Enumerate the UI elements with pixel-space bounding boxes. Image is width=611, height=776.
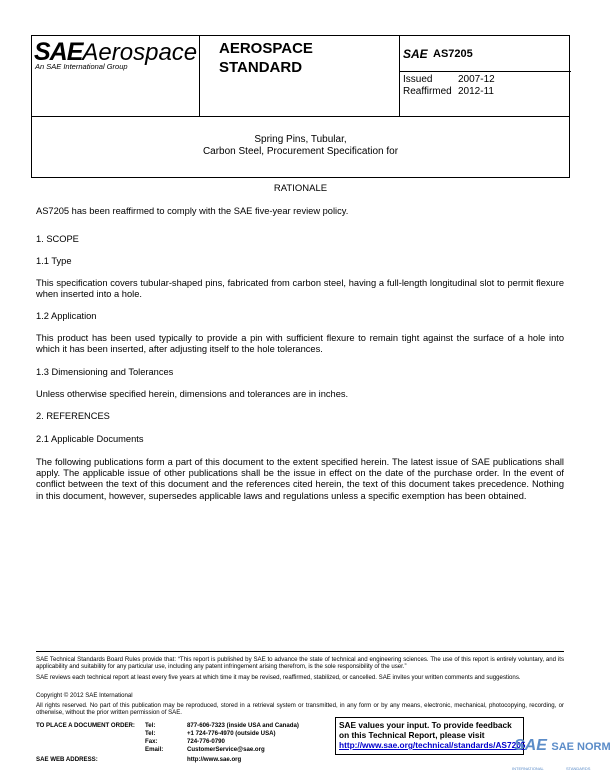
section-2-1-heading: 2.1 Applicable Documents [36,434,144,444]
watermark-sub1: INTERNATIONAL [512,766,544,771]
header-divider [399,71,571,72]
section-1-1-text: This specification covers tubular-shaped pins, fabricated from carbon steel, having a full-length longitudinal slot to permit flexure when inserted into a hole. [36,278,564,300]
tel2-label: Tel: [145,730,156,737]
standard-line1: AEROSPACE [219,40,313,57]
doc-number: AS7205 [433,48,473,60]
section-1-1-heading: 1.1 Type [36,256,72,266]
rationale-heading: RATIONALE [273,183,328,194]
footer-board-rules: SAE Technical Standards Board Rules provide that: “This report is published by SAE to advance the state of technical and engineering sciences. The use of this report is entirely voluntary, and its applicability and suitability for any particular use, including any patent infringement arising therefrom, is the sole responsibility of the user.” [36,656,564,671]
feedback-box [335,717,524,755]
section-1-3-text: Unless otherwise specified herein, dimensions and tolerances are in inches. [36,389,349,399]
watermark-sub2: STANDARDS [566,766,591,771]
section-1-heading: 1. SCOPE [36,234,79,244]
doc-sae-logo: SAE [403,47,428,61]
footer-rights: All rights reserved. No part of this publication may be reproduced, stored in a retrieval system or transmitted, in any form or by any means, electronic, mechanical, photocopying, recording, or otherwise, without the prior written permission of SAE. [36,702,564,717]
rationale-text: AS7205 has been reaffirmed to comply with the SAE five-year review policy. [36,206,349,216]
footer-copyright: Copyright © 2012 SAE International [36,692,133,699]
footer-review-note: SAE reviews each technical report at least every five years at which time it may be revised, reaffirmed, stabilized, or cancelled. SAE invites your written comments and suggestions. [36,674,521,681]
section-1-2-heading: 1.2 Application [36,311,97,321]
web-value[interactable]: http://www.sae.org [187,756,242,763]
email-label: Email: [145,746,164,753]
web-label: SAE WEB ADDRESS: [36,756,98,763]
standard-line2: STANDARD [219,59,303,76]
issued-value: 2007-12 [458,74,495,85]
title-line1: Spring Pins, Tubular, [254,134,347,145]
section-2-1-text: The following publications form a part of this document to the extent specified herein. The latest issue of SAE publications shall apply. The applicable issue of other publications shall be the issue in effect on the date of the purchase order. In the event of conflict between the text of this document and the references cited herein, the text of this document takes precedence. Nothing in this document, however, supersedes applicable laws and regulations unless a specific exemption has been obtained. [36,457,564,501]
reaffirmed-label: Reaffirmed [403,86,452,97]
fax-value: 724-776-0790 [187,738,225,745]
issued-label: Issued [403,74,433,85]
tel2-value: +1 724-776-4970 (outside USA) [187,730,276,737]
header-divider [199,36,200,116]
tel-value: 877-606-7323 (inside USA and Canada) [187,722,299,729]
feedback-line1: SAE values your input. To provide feedback [339,720,512,730]
footer-rule [36,651,564,652]
header-divider [399,36,400,116]
tel-label: Tel: [145,722,156,729]
feedback-line2: on this Technical Report, please visit [339,730,485,740]
watermark-logo: SAE [514,737,547,754]
fax-label: Fax: [145,738,158,745]
logo-sae: SAE [34,38,83,66]
logo-aerospace: Aerospace [82,39,198,66]
document-title [31,134,570,158]
email-value[interactable]: CustomerService@sae.org [187,746,265,753]
section-1-3-heading: 1.3 Dimensioning and Tolerances [36,367,174,377]
section-2-heading: 2. REFERENCES [36,411,110,421]
watermark-text: SAE NORM [551,741,611,753]
sae-norm-watermark [514,737,611,755]
reaffirmed-value: 2012-11 [458,86,494,97]
order-label: TO PLACE A DOCUMENT ORDER: [36,722,135,729]
feedback-link[interactable]: http://www.sae.org/technical/standards/AS7205 [339,740,526,750]
section-1-2-text: This product has been used typically to provide a pin with sufficient flexure to remain tight against the surface of a hole into which it has been inserted, after adjusting itself to the hole tolerances. [36,333,564,355]
logo-tagline: An SAE International Group [35,62,128,71]
title-line2: Carbon Steel, Procurement Specification for [202,146,399,157]
